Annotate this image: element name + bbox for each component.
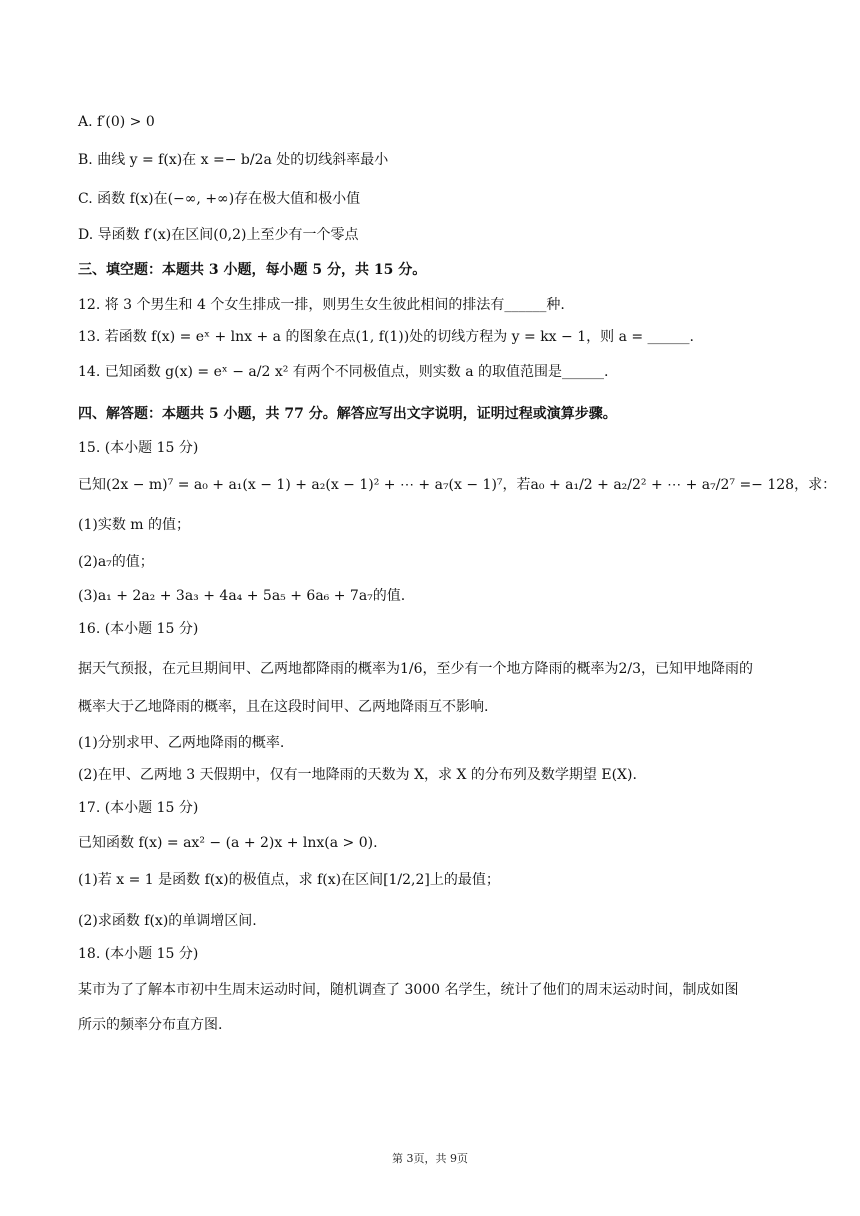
- question-17-header: 17. (本小题 15 分): [78, 800, 199, 816]
- option-c: C. 函数 f(x)在(−∞, +∞)存在极大值和极小值: [78, 191, 361, 207]
- question-15-part-2: (2)a₇的值；: [78, 554, 154, 570]
- option-b: B. 曲线 y = f(x)在 x =− b/2a 处的切线斜率最小: [78, 152, 389, 168]
- question-15-part-3: (3)a₁ + 2a₂ + 3a₃ + 4a₄ + 5a₅ + 6a₆ + 7a₇的值.: [78, 588, 406, 604]
- question-18-stem-line-2: 所示的频率分布直方图.: [78, 1017, 223, 1033]
- section-heading-solutions: 四、解答题：本题共 5 小题，共 77 分。解答应写出文字说明，证明过程或演算步骤。: [78, 406, 617, 422]
- option-a: A. f′(0) > 0: [78, 114, 155, 130]
- question-17-stem: 已知函数 f(x) = ax² − (a + 2)x + lnx(a > 0).: [78, 835, 378, 851]
- question-18-stem-line-1: 某市为了了解本市初中生周末运动时间，随机调查了 3000 名学生，统计了他们的周末运动时间，制成如图: [78, 982, 739, 998]
- question-16-part-2: (2)在甲、乙两地 3 天假期中，仅有一地降雨的天数为 X，求 X 的分布列及数学期望 E(X).: [78, 767, 637, 783]
- question-13: 13. 若函数 f(x) = eˣ + lnx + a 的图象在点(1, f(1))处的切线方程为 y = kx − 1，则 a = ______.: [78, 329, 694, 345]
- question-14: 14. 已知函数 g(x) = eˣ − a/2 x² 有两个不同极值点，则实数 a 的取值范围是______.: [78, 364, 609, 380]
- question-12: 12. 将 3 个男生和 4 个女生排成一排，则男生女生彼此相间的排法有______种.: [78, 297, 565, 313]
- question-17-part-1: (1)若 x = 1 是函数 f(x)的极值点，求 f(x)在区间[1/2,2]上的最值；: [78, 872, 500, 888]
- question-18-header: 18. (本小题 15 分): [78, 946, 199, 962]
- option-d: D. 导函数 f′(x)在区间(0,2)上至少有一个零点: [78, 227, 359, 243]
- question-16-part-1: (1)分别求甲、乙两地降雨的概率.: [78, 735, 285, 751]
- question-17-part-2: (2)求函数 f(x)的单调增区间.: [78, 913, 257, 929]
- question-15-part-1: (1)实数 m 的值；: [78, 517, 191, 533]
- section-heading-fill-in: 三、填空题：本题共 3 小题，每小题 5 分，共 15 分。: [78, 262, 427, 278]
- question-15-header: 15. (本小题 15 分): [78, 440, 199, 456]
- question-15-stem: 已知(2x − m)⁷ = a₀ + a₁(x − 1) + a₂(x − 1)² + ⋯ + a₇(x − 1)⁷，若a₀ + a₁/2 + a₂/2² + ⋯ + a₇/2⁷ =− 128，求：: [78, 477, 837, 493]
- question-16-stem-line-1: 据天气预报，在元旦期间甲、乙两地都降雨的概率为1/6，至少有一个地方降雨的概率为2/3，已知甲地降雨的: [78, 661, 754, 677]
- page-footer: 第 3页，共 9页: [392, 1152, 468, 1165]
- question-16-header: 16. (本小题 15 分): [78, 621, 199, 637]
- question-16-stem-line-2: 概率大于乙地降雨的概率，且在这段时间甲、乙两地降雨互不影响.: [78, 699, 489, 715]
